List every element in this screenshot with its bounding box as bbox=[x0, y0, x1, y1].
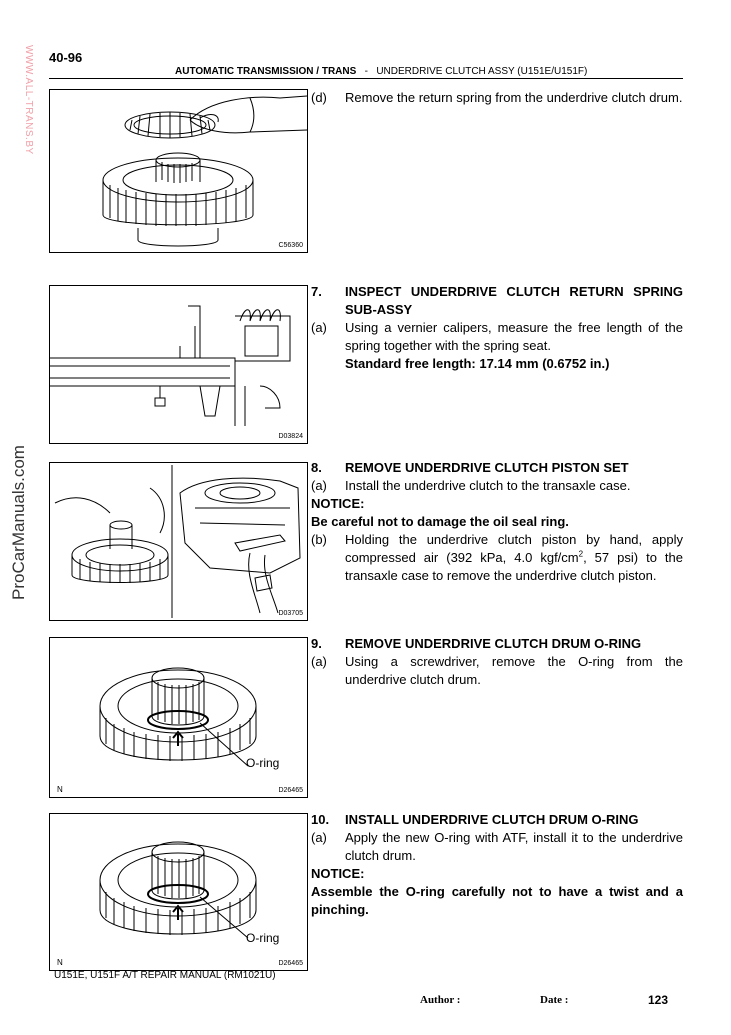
step-text: Remove the return spring from the underdrive clutch drum. bbox=[345, 90, 683, 105]
watermark-site: ProCarManuals.com bbox=[9, 445, 28, 600]
substep-label: (a) bbox=[311, 654, 327, 669]
figure-oring-install bbox=[49, 813, 308, 971]
step-7 bbox=[311, 283, 683, 373]
page-number: 40-96 bbox=[49, 50, 83, 65]
running-header bbox=[175, 66, 587, 77]
substep-text: Holding the underdrive clutch piston by hand, apply compressed air (392 kPa, 4.0 kgf/$cm^2$, 57 psi) to the transaxle case to remove the underdrive clutch piston. bbox=[345, 532, 683, 583]
figure-piston-removal bbox=[49, 462, 308, 621]
step-number: 8. bbox=[311, 460, 322, 475]
oring-removal-illustration bbox=[50, 638, 307, 797]
watermark-url: WWW.ALL-TRANS.BY bbox=[23, 45, 34, 155]
step-number: 10. bbox=[311, 812, 330, 827]
figure-mark: N bbox=[57, 958, 63, 967]
figure-mark: N bbox=[57, 785, 63, 794]
standard-value: Standard free length: 17.14 mm (0.6752 in.) bbox=[345, 356, 610, 371]
header-separator: - bbox=[364, 66, 368, 77]
figure-vernier-calipers bbox=[49, 285, 308, 444]
date-label: Date : bbox=[540, 994, 569, 1006]
section-title: AUTOMATIC TRANSMISSION / TRANS bbox=[175, 66, 357, 77]
substep-label: (a) bbox=[311, 478, 327, 493]
figure-spring-removal bbox=[49, 89, 308, 253]
figure-code: D26465 bbox=[278, 787, 303, 794]
step-number: 9. bbox=[311, 636, 322, 651]
substep-text: Apply the new O-ring with ATF, install it to the underdrive clutch drum. bbox=[345, 830, 683, 863]
oring-callout: O-ring bbox=[246, 756, 280, 770]
notice-heading: NOTICE: bbox=[311, 866, 365, 881]
piston-removal-illustration bbox=[50, 463, 307, 620]
step-6d bbox=[311, 89, 683, 107]
substep-label: (a) bbox=[311, 320, 327, 335]
figure-code: D26465 bbox=[278, 960, 303, 967]
figure-code: D03824 bbox=[278, 433, 303, 440]
spring-removal-illustration bbox=[50, 90, 307, 252]
oring-callout: O-ring bbox=[246, 931, 280, 945]
step-title: REMOVE UNDERDRIVE CLUTCH DRUM O-RING bbox=[345, 636, 642, 651]
subsection-title: UNDERDRIVE CLUTCH ASSY (U151E/U151F) bbox=[376, 66, 588, 77]
notice-text: Assemble the O-ring carefully not to have a twist and a pinching. bbox=[311, 884, 683, 917]
figure-code: D03705 bbox=[278, 610, 303, 617]
substep-text: Using a vernier calipers, measure the free length of the spring together with the spring seat. bbox=[345, 320, 683, 353]
step-9 bbox=[311, 635, 683, 689]
step-8 bbox=[311, 459, 683, 585]
step-number: 7. bbox=[311, 284, 322, 299]
step-10 bbox=[311, 811, 683, 919]
figure-code: C56360 bbox=[278, 242, 303, 249]
manual-footer: U151E, U151F A/T REPAIR MANUAL (RM1021U) bbox=[54, 970, 276, 981]
substep-label: (b) bbox=[311, 532, 327, 547]
step-title: REMOVE UNDERDRIVE CLUTCH PISTON SET bbox=[345, 460, 629, 475]
figure-oring-removal bbox=[49, 637, 308, 798]
vernier-calipers-illustration bbox=[50, 286, 307, 443]
substep-text: Using a screwdriver, remove the O-ring from the underdrive clutch drum. bbox=[345, 654, 683, 687]
notice-text: Be careful not to damage the oil seal ring. bbox=[311, 514, 569, 529]
step-title: INSTALL UNDERDRIVE CLUTCH DRUM O-RING bbox=[345, 812, 639, 827]
substep-text: Install the underdrive clutch to the transaxle case. bbox=[345, 478, 631, 493]
author-label: Author : bbox=[420, 994, 461, 1006]
step-title: INSPECT UNDERDRIVE CLUTCH RETURN SPRING SUB-ASSY bbox=[345, 284, 683, 317]
oring-install-illustration bbox=[50, 814, 307, 970]
notice-heading: NOTICE: bbox=[311, 496, 365, 511]
header-rule bbox=[49, 78, 683, 79]
substep-label: (a) bbox=[311, 830, 327, 845]
footer-page-number: 123 bbox=[648, 993, 669, 1007]
step-label: (d) bbox=[311, 90, 327, 105]
